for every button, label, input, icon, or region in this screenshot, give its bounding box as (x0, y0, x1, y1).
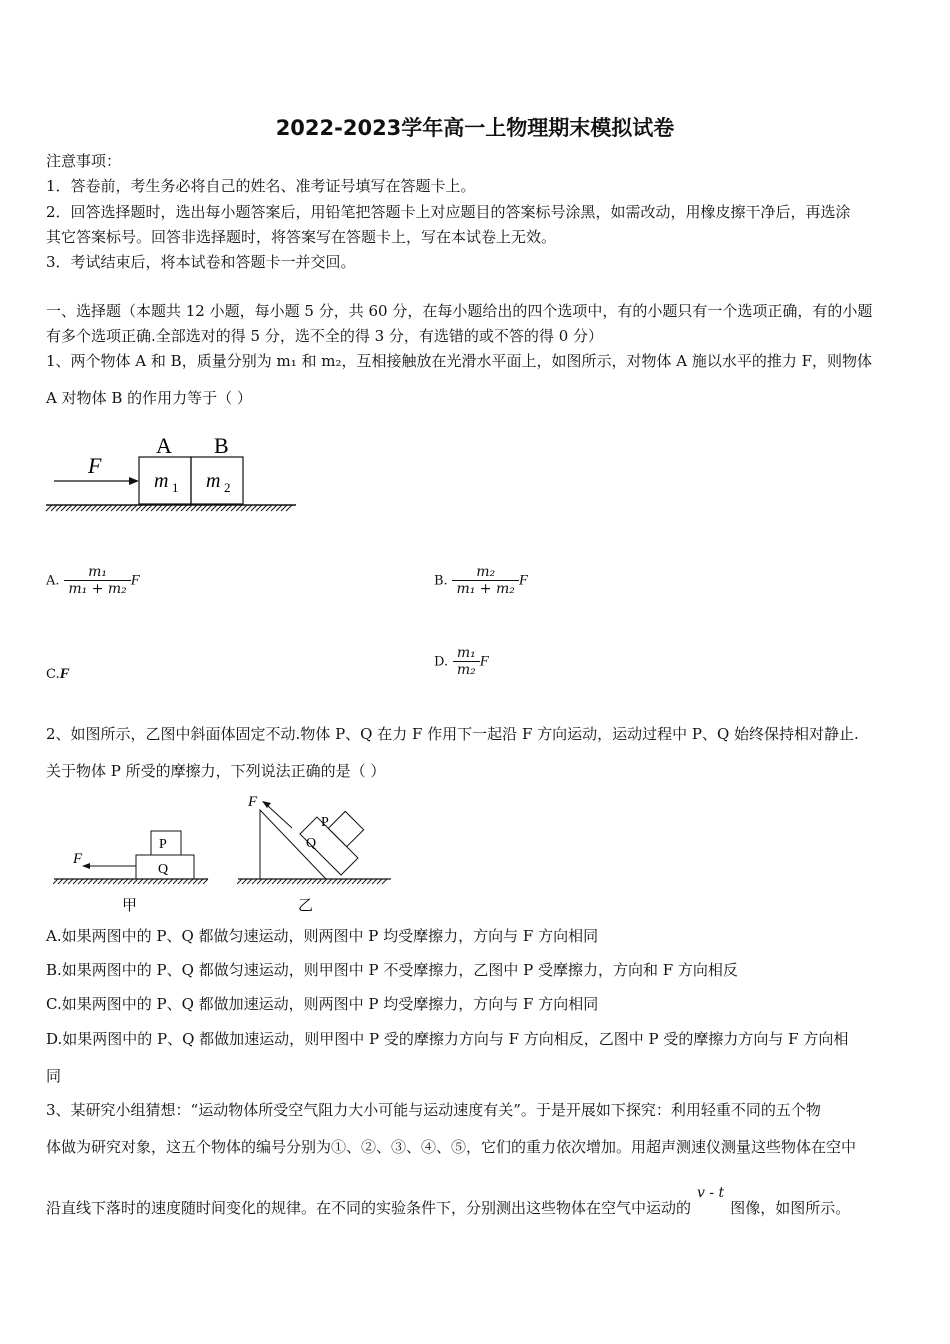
hatch-line (206, 505, 212, 511)
hatch-line (63, 879, 68, 884)
hatch-line (231, 505, 237, 511)
notice-item: 其它答案标号。回答非选择题时，将答案写在答题卡上，写在本试卷上无效。 (46, 228, 557, 246)
option-label: B. (434, 573, 448, 589)
hatch-line (281, 505, 287, 511)
hatch-line (276, 505, 282, 511)
hatch-line (312, 879, 317, 884)
hatch-line (66, 505, 72, 511)
hatch-line (267, 879, 272, 884)
vt-symbol: v - t (697, 1185, 725, 1201)
hatch-line (138, 879, 143, 884)
hatch-line (146, 505, 152, 511)
option-label: A. (46, 573, 60, 589)
hatch-line (178, 879, 183, 884)
mass-a: m (154, 470, 169, 492)
hatch-line (337, 879, 342, 884)
hatch-line (251, 505, 257, 511)
notice-item: 2．回答选择题时，选出每小题答案后，用铅笔把答题卡上对应题目的答案标号涂黑，如需改动，用橡皮擦干净后，再选涂 (46, 203, 851, 221)
hatch-line (317, 879, 322, 884)
hatch-line (78, 879, 83, 884)
hatch-line (181, 505, 187, 511)
q2-figure (46, 790, 406, 918)
hatch-line (272, 879, 277, 884)
hatch-line (236, 505, 242, 511)
yi-force-arrow (268, 806, 292, 828)
hatch-line (261, 505, 267, 511)
jia-force-arrowhead (82, 863, 90, 869)
label-a: A (156, 433, 172, 458)
hatch-line (191, 505, 197, 511)
q2-stem: 2、如图所示，乙图中斜面体固定不动.物体 P、Q 在力 F 作用下一起沿 F 方向运动，运动过程中 P、Q 始终保持相对静止. (46, 725, 859, 743)
q2-option-c: C.如果两图中的 P、Q 都做加速运动，则两图中 P 均受摩擦力，方向与 F 方向相同 (46, 995, 599, 1013)
option-label: D. (434, 654, 449, 670)
hatch-line (237, 879, 242, 884)
yi-label: 乙 (298, 898, 314, 914)
hatch-line (201, 505, 207, 511)
frac-den: m₂ (456, 662, 476, 678)
hatch-line (347, 879, 352, 884)
hatch-line (148, 879, 153, 884)
hatch-line (126, 505, 132, 511)
hatch-line (141, 505, 147, 511)
hatch-line (342, 879, 347, 884)
jia-p-label: P (159, 837, 167, 852)
frac-tail: F (479, 653, 489, 670)
notice-item: 1．答卷前，考生务必将自己的姓名、准考证号填写在答题卡上。 (46, 177, 476, 195)
hatch-line (203, 879, 208, 884)
jia-ground-hatch (53, 879, 208, 884)
notice-item: 3．考试结束后，将本试卷和答题卡一并交回。 (46, 253, 356, 271)
hatch-line (101, 505, 107, 511)
q3-stem-part: 图像，如图所示。 (730, 1199, 851, 1217)
hatch-line (382, 879, 387, 884)
hatch-line (153, 879, 158, 884)
hatch-line (61, 505, 67, 511)
ground-hatch (46, 505, 292, 511)
hatch-line (58, 879, 63, 884)
q1-stem: 1、两个物体 A 和 B，质量分别为 m₁ 和 m₂，互相接触放在光滑水平面上，如图所示，对物体 A 施以水平的推力 F，则物体 (46, 352, 873, 370)
hatch-line (271, 505, 277, 511)
force-label: F (88, 453, 102, 478)
q1-stem: A 对物体 B 的作用力等于（ ） (46, 389, 252, 407)
q2-option-b: B.如果两图中的 P、Q 都做匀速运动，则甲图中 P 不受摩擦力，乙图中 P 受摩擦力，方向和 F 方向相反 (46, 961, 738, 979)
q2-option-a: A.如果两图中的 P、Q 都做匀速运动，则两图中 P 均受摩擦力，方向与 F 方向相同 (46, 927, 599, 945)
section-instructions: 一、选择题（本题共 12 小题，每小题 5 分，共 60 分，在每小题给出的四个选项中，有的小题只有一个选项正确，有的小题 (46, 302, 873, 320)
q3-stem: 3、某研究小组猜想：“运动物体所受空气阻力大小可能与运动速度有关”。于是开展如下探究：利用轻重不同的五个物 (46, 1101, 821, 1119)
mass-a-sub: 1 (172, 480, 179, 495)
hatch-line (158, 879, 163, 884)
hatch-line (188, 879, 193, 884)
hatch-line (68, 879, 73, 884)
hatch-line (96, 505, 102, 511)
frac-tail: F (130, 572, 140, 589)
hatch-line (247, 879, 252, 884)
hatch-line (173, 879, 178, 884)
hatch-line (91, 505, 97, 511)
hatch-line (297, 879, 302, 884)
q1-option-d (434, 645, 489, 678)
hatch-line (241, 505, 247, 511)
hatch-line (53, 879, 58, 884)
hatch-line (151, 505, 157, 511)
hatch-line (93, 879, 98, 884)
hatch-line (86, 505, 92, 511)
q3-stem-part: 沿直线下落时的速度随时间变化的规律。在不同的实验条件下，分别测出这些物体在空气中运动的 (46, 1199, 692, 1217)
hatch-line (76, 505, 82, 511)
hatch-line (226, 505, 232, 511)
yi-force-label: F (248, 794, 258, 810)
hatch-line (118, 879, 123, 884)
q1-option-a (46, 564, 140, 597)
hatch-line (262, 879, 267, 884)
q1-figure (44, 425, 304, 520)
hatch-line (183, 879, 188, 884)
hatch-line (83, 879, 88, 884)
hatch-line (108, 879, 113, 884)
hatch-line (198, 879, 203, 884)
yi-ground-hatch (237, 879, 387, 884)
hatch-line (332, 879, 337, 884)
hatch-line (106, 505, 112, 511)
hatch-line (256, 505, 262, 511)
hatch-line (111, 505, 117, 511)
hatch-line (136, 505, 142, 511)
hatch-line (377, 879, 382, 884)
frac-den: m₁ + m₂ (68, 581, 127, 597)
frac-den: m₁ + m₂ (456, 581, 515, 597)
hatch-line (73, 879, 78, 884)
hatch-line (302, 879, 307, 884)
hatch-line (163, 879, 168, 884)
hatch-line (168, 879, 173, 884)
hatch-line (123, 879, 128, 884)
hatch-line (143, 879, 148, 884)
option-text: F (59, 666, 70, 682)
hatch-line (242, 879, 247, 884)
yi-p-label: P (321, 815, 329, 830)
hatch-line (292, 879, 297, 884)
mass-b-sub: 2 (224, 480, 231, 495)
hatch-line (372, 879, 377, 884)
hatch-line (71, 505, 77, 511)
label-b: B (214, 433, 229, 458)
frac-num: m₂ (452, 564, 518, 581)
q3-stem (46, 1185, 908, 1220)
hatch-line (287, 879, 292, 884)
hatch-line (156, 505, 162, 511)
page-title: 2022-2023学年高一上物理期末模拟试卷 (275, 116, 675, 140)
hatch-line (211, 505, 217, 511)
hatch-line (98, 879, 103, 884)
hatch-line (46, 505, 52, 511)
hatch-line (186, 505, 192, 511)
hatch-line (193, 879, 198, 884)
hatch-line (88, 879, 93, 884)
hatch-line (277, 879, 282, 884)
hatch-line (113, 879, 118, 884)
frac-tail: F (518, 572, 529, 589)
q2-option-d: D.如果两图中的 P、Q 都做加速运动，则甲图中 P 受的摩擦力方向与 F 方向相反，乙图中 P 受的摩擦力方向与 F 方向相 (46, 1030, 849, 1048)
yi-q-label: Q (306, 836, 317, 851)
q2-stem: 关于物体 P 所受的摩擦力，下列说法正确的是（ ） (46, 762, 386, 780)
option-label: C. (46, 667, 60, 682)
force-arrowhead (129, 477, 139, 485)
hatch-line (322, 879, 327, 884)
yi-block-p (328, 811, 363, 846)
hatch-line (81, 505, 87, 511)
hatch-line (116, 505, 122, 511)
hatch-line (221, 505, 227, 511)
hatch-line (357, 879, 362, 884)
hatch-line (327, 879, 332, 884)
hatch-line (121, 505, 127, 511)
hatch-line (171, 505, 177, 511)
hatch-line (56, 505, 62, 511)
hatch-line (103, 879, 108, 884)
frac-num: m₁ (64, 564, 130, 581)
hatch-line (362, 879, 367, 884)
hatch-line (166, 505, 172, 511)
notice-heading: 注意事项： (46, 152, 122, 170)
hatch-line (307, 879, 312, 884)
hatch-line (286, 505, 292, 511)
hatch-line (131, 505, 137, 511)
jia-q-label: Q (158, 862, 169, 877)
hatch-line (367, 879, 372, 884)
hatch-line (176, 505, 182, 511)
hatch-line (196, 505, 202, 511)
mass-b: m (206, 470, 221, 492)
hatch-line (352, 879, 357, 884)
frac-num: m₁ (453, 645, 480, 662)
jia-force-label: F (73, 851, 83, 867)
q1-option-b (434, 564, 528, 597)
hatch-line (133, 879, 138, 884)
hatch-line (282, 879, 287, 884)
hatch-line (216, 505, 222, 511)
hatch-line (51, 505, 57, 511)
q2-option-d-cont: 同 (46, 1067, 62, 1085)
hatch-line (161, 505, 167, 511)
q3-stem: 体做为研究对象，这五个物体的编号分别为①、②、③、④、⑤，它们的重力依次增加。用超声测速仪测量这些物体在空中 (46, 1138, 857, 1156)
hatch-line (266, 505, 272, 511)
jia-label: 甲 (122, 898, 138, 914)
section-instructions: 有多个选项正确.全部选对的得 5 分，选不全的得 3 分，有选错的或不答的得 0 分） (46, 327, 604, 345)
q1-option-c (46, 664, 70, 683)
hatch-line (246, 505, 252, 511)
hatch-line (128, 879, 133, 884)
hatch-line (257, 879, 262, 884)
hatch-line (252, 879, 257, 884)
